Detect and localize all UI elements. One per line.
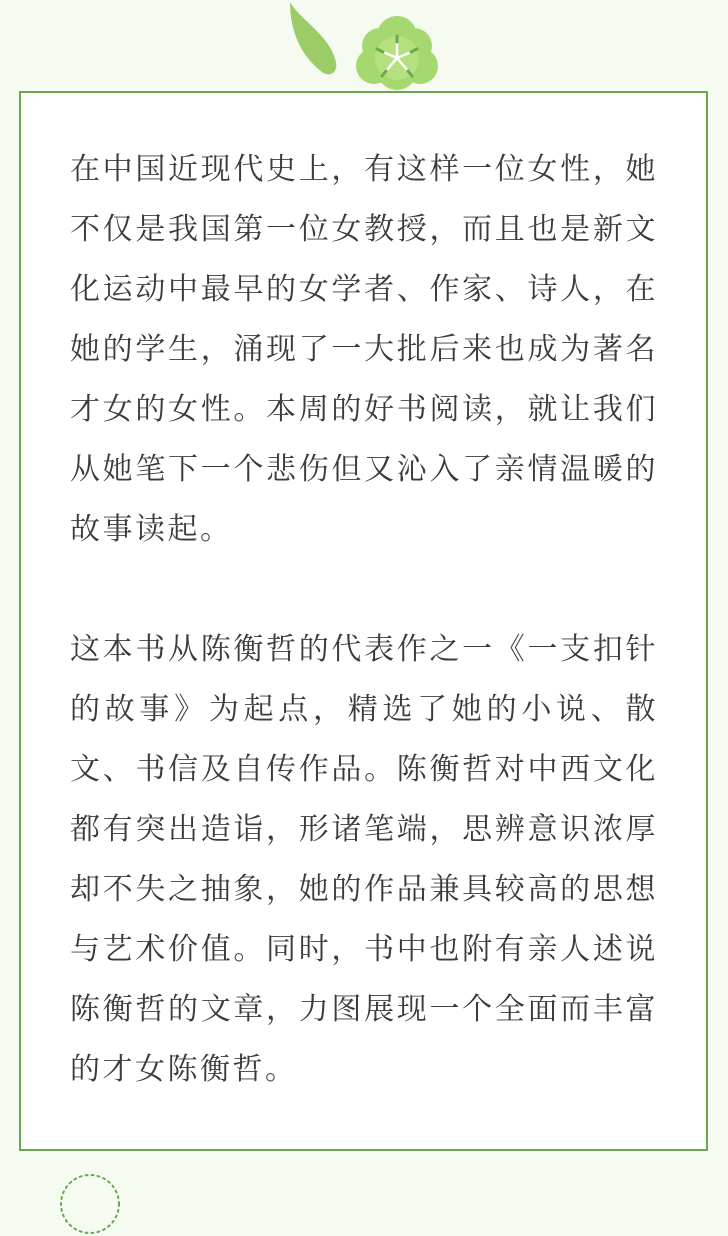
dotted-circle-icon (58, 1172, 122, 1236)
article-paragraph-2: 这本书从陈衡哲的代表作之一《一支扣针的故事》为起点，精选了她的小说、散文、书信及自传作品。陈衡哲对中西文化都有突出造诣，形诸笔端，思辨意识浓厚却不失之抽象，她的作品兼具较高的思想与艺术价值。同时，书中也附有亲人述说陈衡哲的文章，力图展现一个全面而丰富的才女陈衡哲。 (70, 632, 658, 1087)
top-decoration (0, 0, 728, 100)
flower-icon (356, 16, 438, 90)
leaf-icon (290, 2, 336, 74)
article-paragraph-1: 在中国近现代史上，有这样一位女性，她不仅是我国第一位女教授，而且也是新文化运动中最早的女学者、作家、诗人，在她的学生，涌现了一大批后来也成为著名才女的女性。本周的好书阅读，就让我们从她笔下一个悲伤但又沁入了亲情温暖的故事读起。 (70, 152, 658, 547)
